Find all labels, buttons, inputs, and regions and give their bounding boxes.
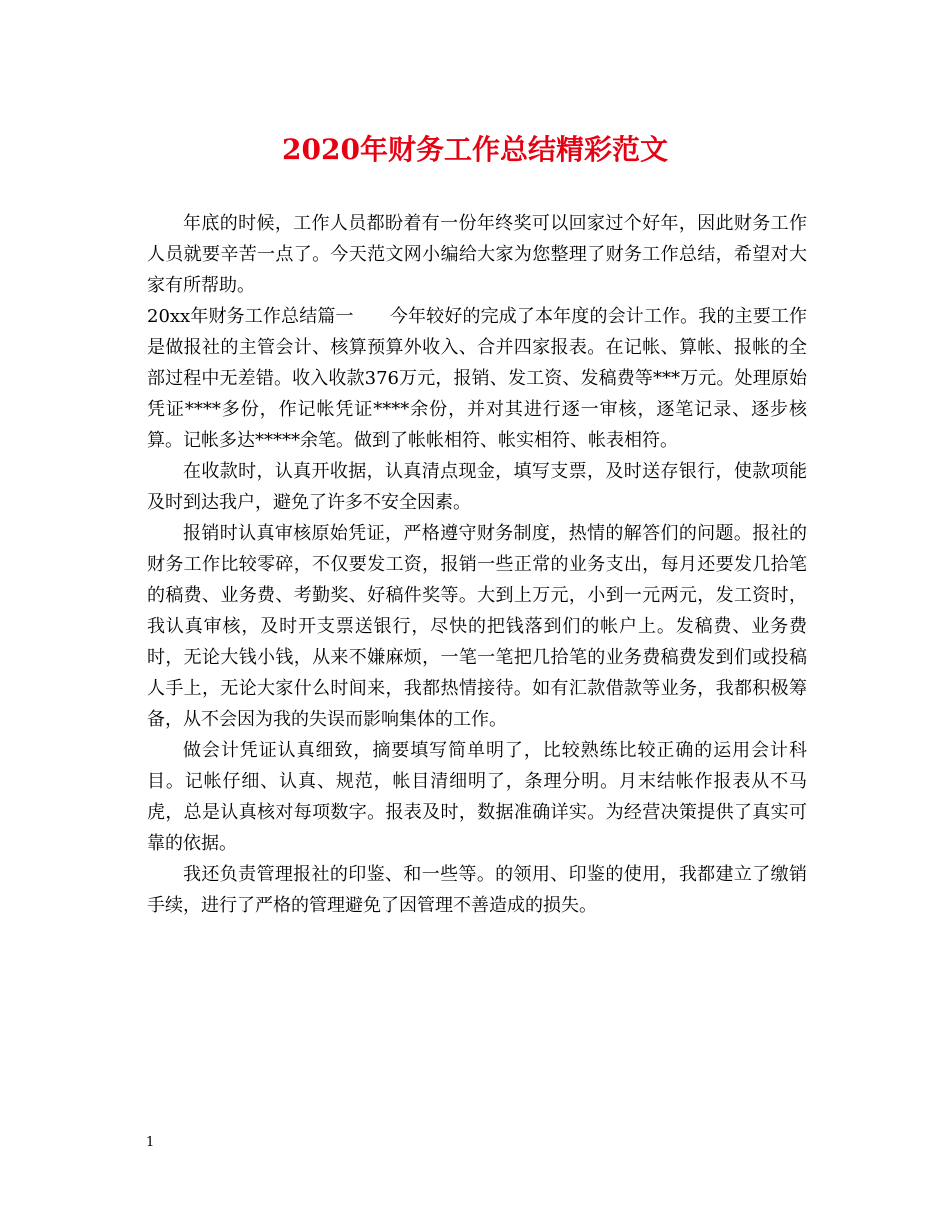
paragraph-intro: 年底的时候，工作人员都盼着有一份年终奖可以回家过个好年，因此财务工作人员就要辛苦一点了。今天范文网小编给大家为您整理了财务工作总结，希望对大家有所帮助。 — [147, 213, 807, 296]
document-title: 2020年财务工作总结精彩范文 — [282, 133, 668, 166]
document-body — [147, 208, 807, 921]
paragraph-seals: 我还负责管理报社的印鉴、和一些等。的领用、印鉴的使用，我都建立了缴销手续，进行了严格的管理避免了因管理不善造成的损失。 — [147, 864, 807, 916]
paragraph-section-one: 20xx年财务工作总结篇一 今年较好的完成了本年度的会计工作。我的主要工作是做报社的主管会计、核算预算外收入、合并四家报表。在记帐、算帐、报帐的全部过程中无差错。收入收款376万元，报销、发工资、发稿费等***万元。处理原始凭证****多份，作记帐凭证****余份，并对其进行逐一审核，逐笔记录、逐步核算。记帐多达*****余笔。做到了帐帐相符、帐实相符、帐表相符。 — [147, 306, 807, 451]
page-number: 1 — [146, 1135, 155, 1150]
paragraph-receipts: 在收款时，认真开收据，认真清点现金，填写支票，及时送存银行，使款项能及时到达我户，避免了许多不安全因素。 — [147, 461, 807, 513]
paragraph-vouchers: 做会计凭证认真细致，摘要填写简单明了，比较熟练比较正确的运用会计科目。记帐仔细、认真、规范，帐目清细明了，条理分明。月末结帐作报表从不马虎，总是认真核对每项数字。报表及时，数据准确详实。为经营决策提供了真实可靠的依据。 — [147, 740, 807, 854]
paragraph-reimbursement: 报销时认真审核原始凭证，严格遵守财务制度，热情的解答们的问题。报社的财务工作比较零碎，不仅要发工资，报销一些正常的业务支出，每月还要发几拾笔的稿费、业务费、考勤奖、好稿件奖等。大到上万元，小到一元两元，发工资时，我认真审核，及时开支票送银行，尽快的把钱落到们的帐户上。发稿费、业务费时，无论大钱小钱，从来不嫌麻烦，一笔一笔把几拾笔的业务费稿费发到们或投稿人手上，无论大家什么时间来，我都热情接待。如有汇款借款等业务，我都积极筹备，从不会因为我的失误而影响集体的工作。 — [147, 523, 807, 730]
